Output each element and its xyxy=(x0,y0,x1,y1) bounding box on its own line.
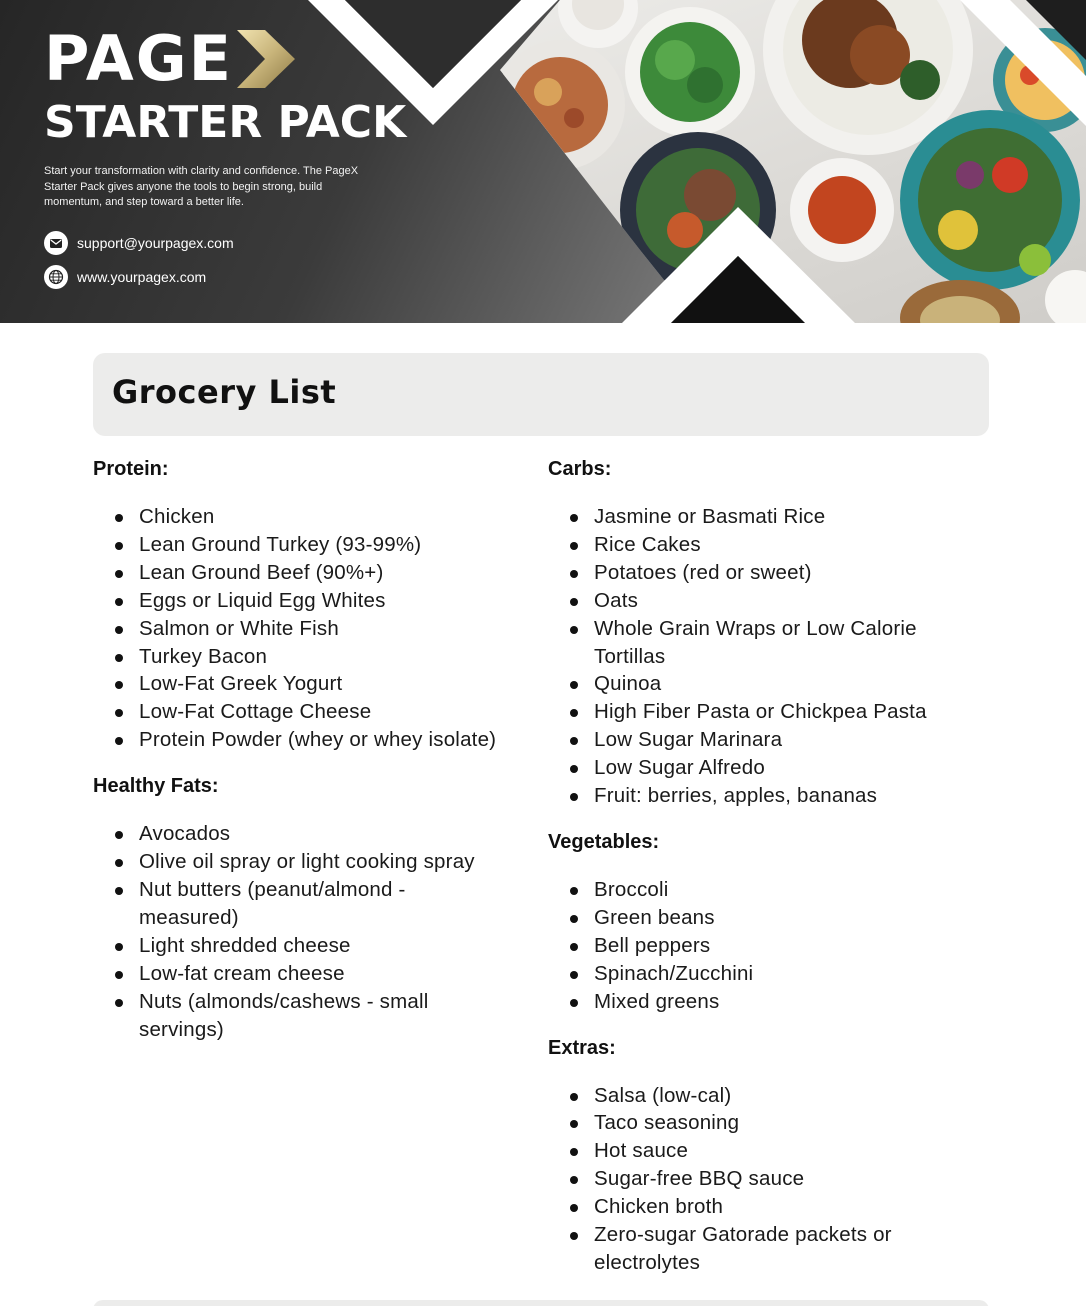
list-item: Lean Ground Beef (90%+) xyxy=(93,559,533,587)
list-item: Bell peppers xyxy=(548,932,968,960)
section-vegetables xyxy=(548,827,968,1016)
list-item: Light shredded cheese xyxy=(93,932,533,960)
list-item: Taco seasoning xyxy=(548,1109,968,1137)
list-item: Potatoes (red or sweet) xyxy=(548,559,968,587)
section-heading: Vegetables: xyxy=(548,830,660,853)
list-item: Protein Powder (whey or whey isolate) xyxy=(93,726,533,754)
email-text[interactable]: support@yourpagex.com xyxy=(77,235,234,251)
section-healthy-fats xyxy=(93,771,533,1043)
list-item: Avocados xyxy=(93,820,533,848)
list-item: Mixed greens xyxy=(548,988,968,1016)
logo-text: PAGE xyxy=(44,22,233,95)
list-item: Turkey Bacon xyxy=(93,643,533,671)
bottom-bar xyxy=(93,1300,989,1306)
section-heading: Healthy Fats: xyxy=(93,775,219,798)
list-item: Zero-sugar Gatorade packets or electrolytes xyxy=(548,1221,928,1277)
header-banner xyxy=(0,0,1086,323)
envelope-icon xyxy=(44,231,68,255)
list-item: Eggs or Liquid Egg Whites xyxy=(93,587,533,615)
website-contact[interactable] xyxy=(44,265,206,289)
section-carbs xyxy=(548,454,968,810)
list-item: Low Sugar Alfredo xyxy=(548,754,968,782)
list-item: Hot sauce xyxy=(548,1137,968,1165)
right-column xyxy=(548,454,968,1294)
section-heading: Extras: xyxy=(548,1036,616,1059)
list-item: Oats xyxy=(548,587,968,615)
list-item: Jasmine or Basmati Rice xyxy=(548,503,968,531)
section-extras xyxy=(548,1033,968,1277)
list-item: Quinoa xyxy=(548,670,968,698)
list-item: Low-fat cream cheese xyxy=(93,960,533,988)
list-item: Green beans xyxy=(548,904,968,932)
list-item: Broccoli xyxy=(548,876,968,904)
list-item: Low-Fat Greek Yogurt xyxy=(93,670,533,698)
list-item: Fruit: berries, apples, bananas xyxy=(548,782,968,810)
healthy-fats-list xyxy=(93,820,533,1043)
pack-title: STARTER PACK xyxy=(44,97,407,148)
list-item: Salmon or White Fish xyxy=(93,615,533,643)
list-item: Low Sugar Marinara xyxy=(548,726,968,754)
logo-chevron-icon xyxy=(235,28,295,90)
list-item: Chicken broth xyxy=(548,1193,968,1221)
list-item: Olive oil spray or light cooking spray xyxy=(93,848,533,876)
section-heading: Protein: xyxy=(93,458,169,480)
list-item: Rice Cakes xyxy=(548,531,968,559)
email-contact[interactable] xyxy=(44,231,234,255)
section-heading: Carbs: xyxy=(548,458,612,480)
list-item: Low-Fat Cottage Cheese xyxy=(93,698,533,726)
section-protein xyxy=(93,454,533,754)
list-item: Nut butters (peanut/almond - measured) xyxy=(93,876,443,932)
list-item: Salsa (low-cal) xyxy=(548,1082,968,1110)
list-item: Whole Grain Wraps or Low Calorie Tortillas xyxy=(548,615,948,671)
list-item: Chicken xyxy=(93,503,533,531)
vegetables-list xyxy=(548,876,968,1016)
pagex-logo xyxy=(44,22,295,95)
extras-list xyxy=(548,1082,968,1277)
left-column xyxy=(93,454,533,1060)
list-item: High Fiber Pasta or Chickpea Pasta xyxy=(548,698,968,726)
list-item: Nuts (almonds/cashews - small servings) xyxy=(93,988,463,1044)
tagline: Start your transformation with clarity and confidence. The PageX Starter Pack gives anyone the tools to begin strong, build momentum, and step toward a better life. xyxy=(44,165,359,208)
globe-icon xyxy=(44,265,68,289)
list-item: Sugar-free BBQ sauce xyxy=(548,1165,968,1193)
protein-list xyxy=(93,503,533,754)
carbs-list xyxy=(548,503,968,810)
website-text[interactable]: www.yourpagex.com xyxy=(77,269,207,285)
title-bar xyxy=(93,353,989,436)
list-item: Lean Ground Turkey (93-99%) xyxy=(93,531,533,559)
list-item: Spinach/Zucchini xyxy=(548,960,968,988)
page-title: Grocery List xyxy=(112,373,337,411)
